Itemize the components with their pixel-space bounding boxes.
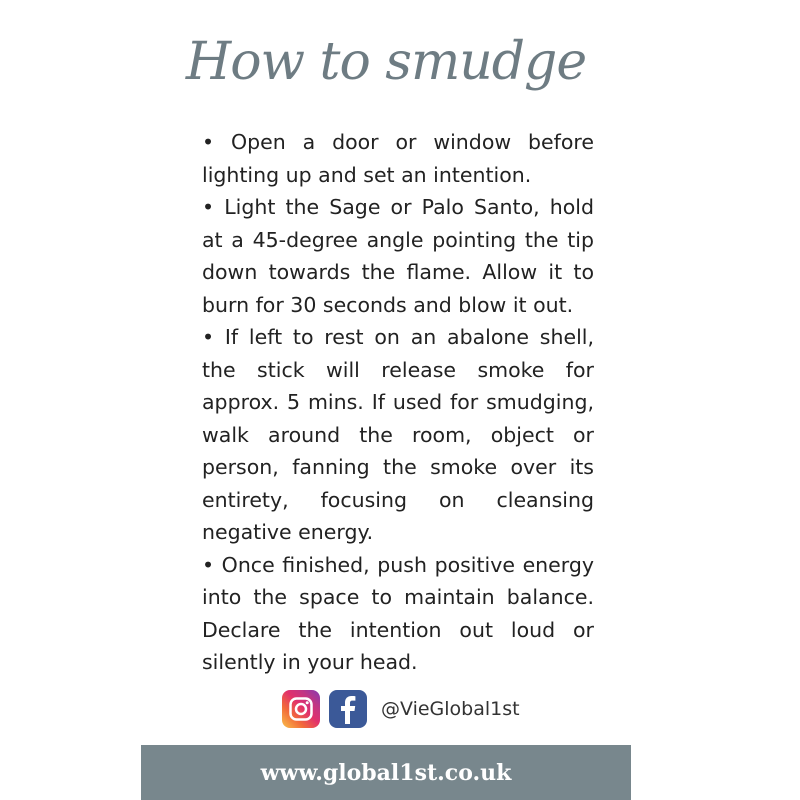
info-card — [141, 0, 631, 800]
website-link[interactable]: www.global1st.co.uk — [260, 759, 512, 786]
facebook-icon[interactable] — [329, 690, 367, 728]
footer-bar — [141, 745, 631, 800]
social-handle: @VieGlobal1st — [381, 698, 520, 720]
instructions — [202, 126, 594, 679]
page-title: How to smudge — [185, 32, 587, 92]
instagram-icon[interactable] — [282, 690, 320, 728]
social-row — [282, 690, 520, 728]
instruction-paragraph: • Once finished, push positive energy into the space to maintain balance. Declare the intention out loud or silently in your head. — [202, 552, 594, 674]
instruction-paragraph: • If left to rest on an abalone shell, the stick will release smoke for approx. 5 mins. If used for smudging, walk around the room, object or person, fanning the smoke over its entirety, focusing on cleansing negative energy. — [202, 325, 594, 544]
instruction-paragraph: • Open a door or window before lighting up and set an intention. — [202, 130, 594, 187]
instruction-paragraph: • Light the Sage or Palo Santo, hold at a 45-degree angle pointing the tip down towards the flame. Allow it to burn for 30 seconds and blow it out. — [202, 195, 594, 317]
